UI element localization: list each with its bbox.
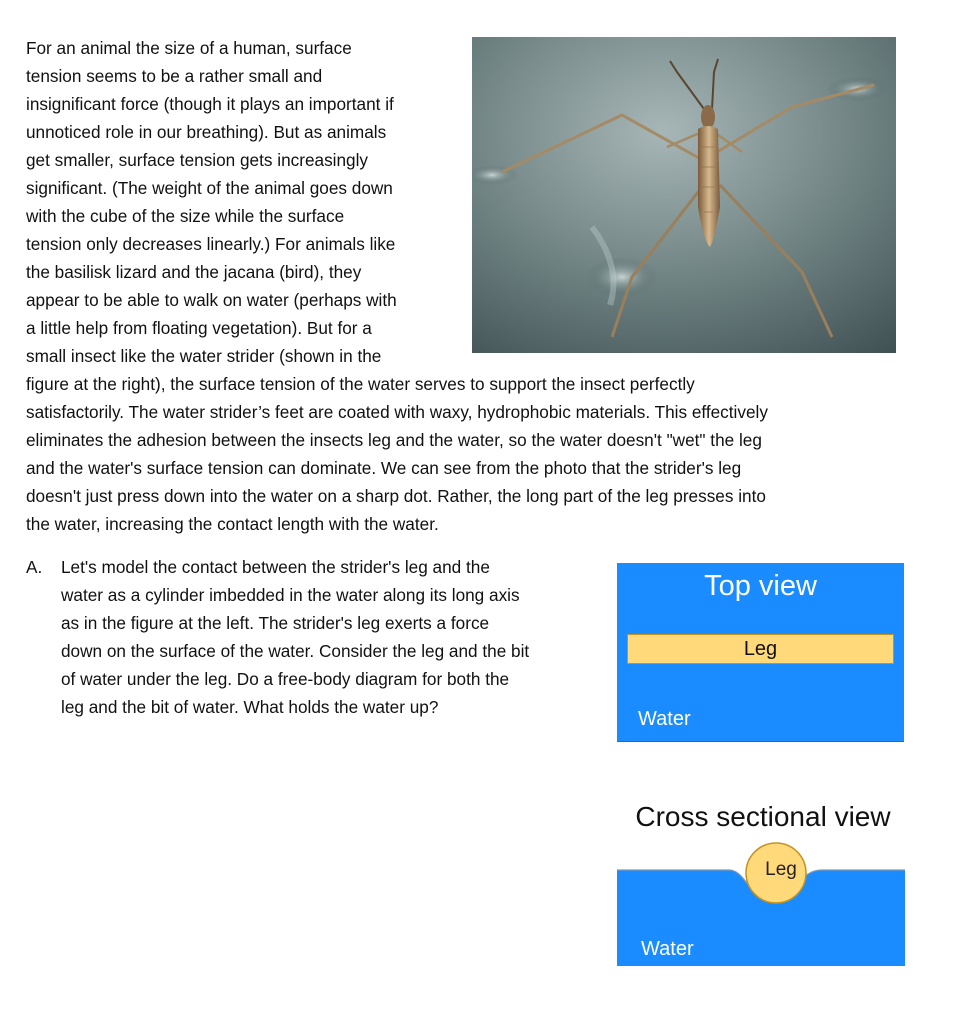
cross-view-leg-label: Leg — [765, 859, 797, 880]
water-strider-photo — [472, 37, 896, 353]
question-line: water as a cylinder imbedded in the water along its long axis — [61, 585, 520, 605]
intro-line: the basilisk lizard and the jacana (bird), they — [26, 262, 362, 282]
intro-line: satisfactorily. The water strider’s feet are coated with waxy, hydrophobic materials. This effectively — [26, 402, 768, 422]
intro-line: and the water's surface tension can dominate. We can see from the photo that the strider's leg — [26, 458, 742, 478]
question-line: leg and the bit of water. What holds the water up? — [61, 697, 439, 717]
question-line: as in the figure at the left. The strider's leg exerts a force — [61, 613, 490, 633]
top-view-leg: Leg — [627, 634, 894, 664]
intro-line: tension seems to be a rather small and — [26, 66, 323, 86]
question-line: Let's model the contact between the strider's leg and the — [61, 557, 490, 577]
intro-line: with the cube of the size while the surface — [26, 206, 345, 226]
intro-line: unnoticed role in our breathing). But as animals — [26, 122, 387, 142]
intro-line: significant. (The weight of the animal goes down — [26, 178, 393, 198]
cross-view-title: Cross sectional view — [635, 801, 891, 832]
intro-line: a little help from floating vegetation). But for a — [26, 318, 372, 338]
intro-line: doesn't just press down into the water on a sharp dot. Rather, the long part of the leg presses into — [26, 486, 766, 506]
intro-line: figure at the right), the surface tension of the water serves to support the insect perfectly — [26, 374, 695, 394]
intro-line: insignificant force (though it plays an important if — [26, 94, 394, 114]
intro-line: small insect like the water strider (shown in the — [26, 346, 382, 366]
cross-view-water-label: Water — [641, 938, 694, 960]
top-view-title: Top view — [704, 570, 817, 602]
intro-line: tension only decreases linearly.) For animals like — [26, 234, 396, 254]
intro-line: appear to be able to walk on water (perhaps with — [26, 290, 397, 310]
top-view-water-label: Water — [638, 708, 691, 730]
question-text — [61, 553, 529, 721]
question-line: down on the surface of the water. Consider the leg and the bit — [61, 641, 530, 661]
intro-line: For an animal the size of a human, surface — [26, 38, 352, 58]
top-view-diagram — [617, 563, 904, 742]
question-line: of water under the leg. Do a free-body diagram for both the — [61, 669, 510, 689]
intro-line: eliminates the adhesion between the insects leg and the water, so the water doesn't "wet" the leg — [26, 430, 762, 450]
intro-line: the water, increasing the contact length with the water. — [26, 514, 439, 534]
intro-line: get smaller, surface tension gets increasingly — [26, 150, 369, 170]
question-label: A. — [26, 557, 43, 577]
